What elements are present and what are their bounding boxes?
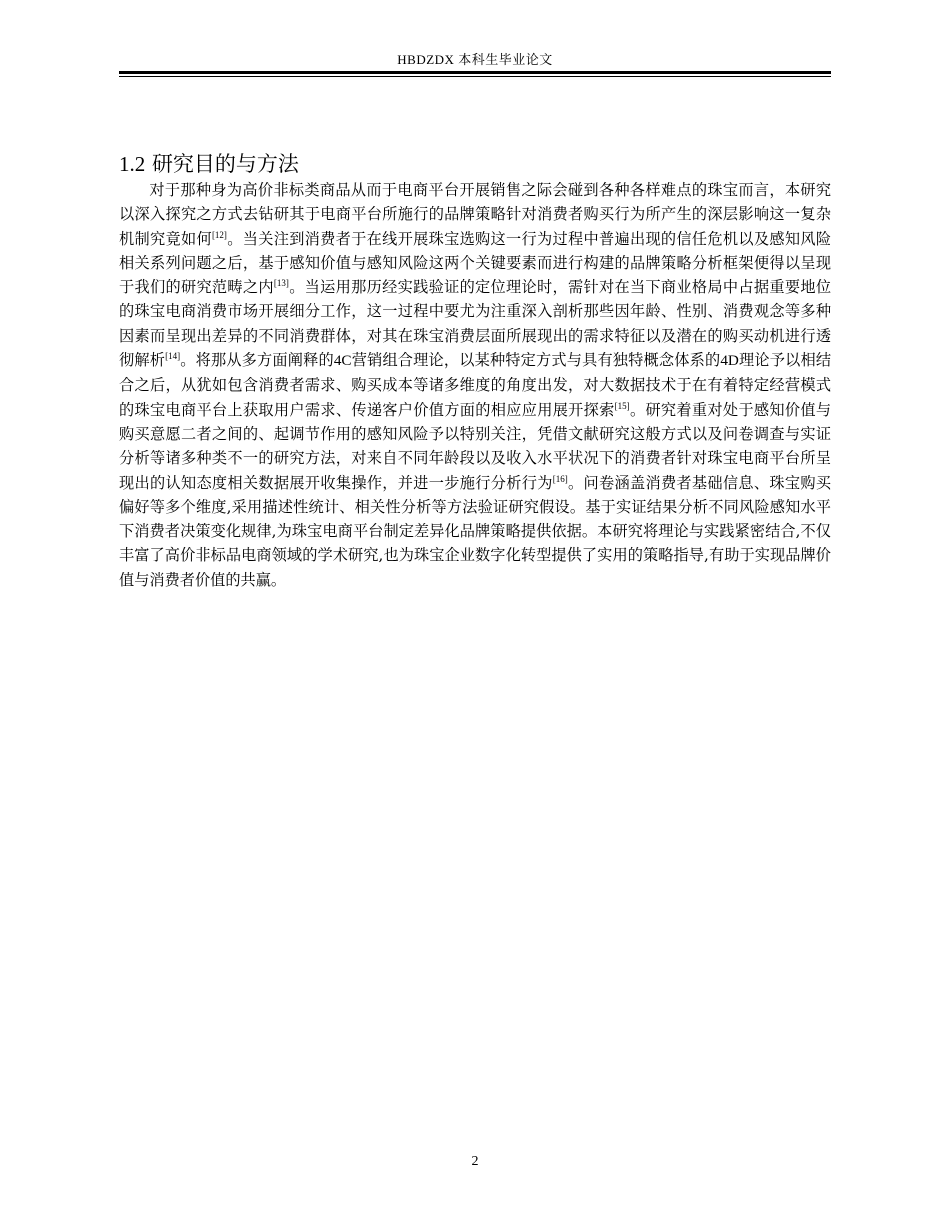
citation-15: [15] [614,400,630,411]
citation-14: [14] [165,351,181,362]
term-4d: 4D [720,352,739,370]
sentence-4c: 营销组合理论，以某种特定方式与具有独特概念体系的 [351,351,721,370]
sentence-4e: 理论予以相结合之后，从犹如包含消费者需求、购买成本等诸多维度的角度出发，对大数据技术于在有着特定经营模式的珠宝电商平台上获取用户需求、传递客户价值方面的相应应用展开探索 [119,351,832,419]
section-heading [119,148,299,180]
term-4c: 4C [333,352,352,370]
sentence-4a: 。将那从多方面阐释的 [180,351,334,370]
header-title: HBDZDX 本科生毕业论文 [397,52,553,67]
citation-13: [13] [273,278,289,289]
sentence-1: 对于那种身为高价非标类商品从而于电商平台开展销售之际会碰到各种各样难点的珠宝而言，本研究以深入探究之方式去钻研其于电商平台所施行的品牌策略针对消费者购买行为所产生的深层影响这一复杂机制究竟如何 [119,181,831,248]
citation-16: [16] [552,473,568,484]
page-number: 2 [471,1154,479,1169]
sentence-6: 。问卷涵盖消费者基础信息、珠宝购买偏好等多个维度,采用描述性统计、相关性分析等方法验证研究假设。基于实证结果分析不同风险感知水平下消费者决策变化规律,为珠宝电商平台制定差异化品牌策略提供依据。本研究将理论与实践紧密结合,不仅丰富了高价非标品电商领域的学术研究,也为珠宝企业数字化转型提供了实用的策略指导,有助于实现品牌价值与消费者价值的共赢。 [119,473,832,589]
body-paragraph [119,178,831,592]
section-number: 1.2 [119,152,146,176]
sentence-2: 。当关注到消费者于在线开展珠宝选购这一行为过程中普遍出现的信任危机以及感知风险相关系列问题之后，基于感知价值与感知风险这两个关键要素而进行构建的品牌策略分析框架便得以呈现于我们的研究范畴之内 [119,229,832,297]
section-title: 研究目的与方法 [151,152,299,176]
sentence-5: 。研究着重对处于感知价值与购买意愿二者之间的、起调节作用的感知风险予以特别关注，凭借文献研究这般方式以及问卷调查与实证分析等诸多种类不一的研究方法，对来自不同年龄段以及收入水平状况下的消费者针对珠宝电商平台所呈现出的认知态度相关数据展开收集操作，并进一步施行分析行为 [119,400,832,492]
header-rule-thick [119,71,831,74]
header-rule-thin [119,76,831,77]
citation-12: [12] [211,229,227,240]
sentence-3: 。当运用那历经实践验证的定位理论时，需针对在当下商业格局中占据重要地位的珠宝电商消费市场开展细分工作，这一过程中要尤为注重深入剖析那些因年龄、性别、消费观念等多种因素而呈现出差异的不同消费群体，对其在珠宝消费层面所展现出的需求特征以及潜在的购买动机进行透彻解析 [119,278,832,370]
